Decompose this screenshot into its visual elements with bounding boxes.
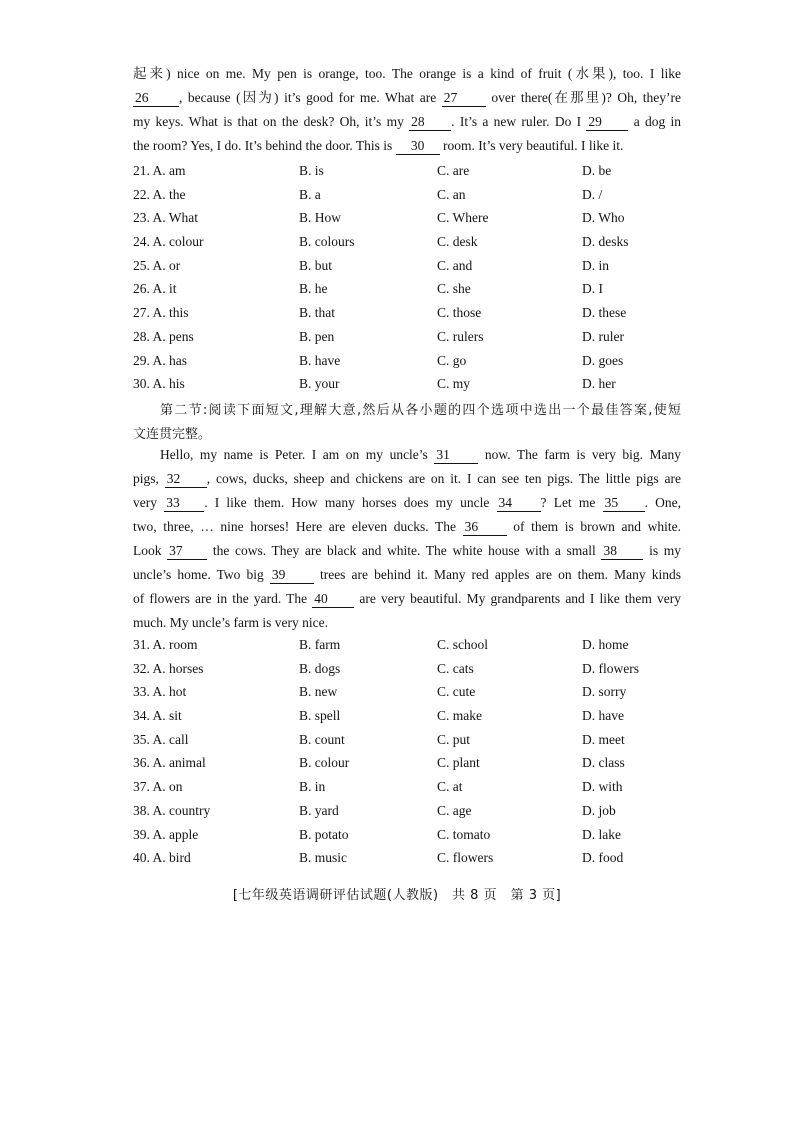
option-a: 24. A. colour [133,234,204,250]
option-b: B. spell [299,708,341,724]
option-d: D. these [582,305,627,321]
question-row [133,183,693,207]
option-b: B. How [299,210,342,226]
option-d: D. class [582,755,625,771]
blank-32: 32 [165,471,207,488]
option-a: 40. A. bird [133,850,191,866]
option-a: 30. A. his [133,376,185,392]
option-c: C. plant [437,755,480,771]
option-b: B. count [299,731,345,747]
question-row [133,657,693,681]
option-b: B. farm [299,637,341,652]
blank-37: 37 [167,543,207,560]
question-row [133,633,693,657]
option-a: 35. A. call [133,731,189,747]
option-b: B. he [299,281,328,297]
option-b: B. colour [299,755,350,771]
option-a: 26. A. it [133,281,177,297]
option-c: C. an [437,186,466,202]
question-row [133,704,693,728]
option-d: D. / [582,186,603,202]
question-list-21-30 [133,159,693,396]
option-c: C. tomato [437,826,491,842]
question-row [133,230,693,254]
passage-2-line-3: very 33 . I like them. How many horses does my uncle 34 ? Let me 35 . One, [133,495,681,510]
blank-33: 33 [164,495,204,512]
option-b: B. colours [299,234,355,250]
question-row [133,751,693,775]
blank-38: 38 [601,543,643,560]
question-row [133,206,693,230]
section-2-heading: 第二节:阅读下面短文,理解大意,然后从各小题的四个选项中选出一个最佳答案,使短 [160,403,681,418]
blank-34: 34 [497,495,541,512]
question-row [133,846,693,870]
option-c: C. those [437,305,482,321]
passage-1-line-2: 26 , because (因为) it’s good for me. What are 27 over there(在那里)? Oh, they’re [135,90,682,105]
question-row [133,325,693,349]
option-d: D. be [582,163,612,178]
blank-39: 39 [270,567,314,584]
page-footer: [七年级英语调研评估试题(人教版) 共 8 页 第 3 页] [232,888,562,903]
passage-2-line-7: of flowers are in the yard. The 40 are very beautiful. My grandparents and I like them very [133,591,682,606]
blank-27: 27 [442,90,486,107]
option-c: C. make [437,708,482,724]
option-a: 29. A. has [133,352,187,368]
option-a: 31. A. room [133,637,198,652]
question-row [133,301,693,325]
option-c: C. put [437,731,471,747]
option-d: D. sorry [582,684,627,700]
option-c: C. flowers [437,850,494,866]
option-c: C. school [437,637,489,652]
option-c: C. she [437,281,471,297]
option-a: 36. A. animal [133,755,206,771]
option-b: B. but [299,257,333,273]
passage-2-line-8: much. My uncle’s farm is very nice. [133,615,328,630]
blank-36: 36 [463,519,507,536]
option-a: 23. A. What [133,210,198,226]
question-list-31-40 [133,633,693,870]
blank-30: 30 [396,138,440,155]
option-c: C. age [437,802,472,818]
option-b: B. pen [299,328,335,344]
passage-2-line-6: uncle’s home. Two big 39 trees are behind it. Many red apples are on them. Many kinds [133,567,682,582]
option-c: C. at [437,779,463,795]
passage-2-line-2: pigs, 32 , cows, ducks, sheep and chickens are on it. I can see ten pigs. The little pigs are [133,471,681,486]
option-a: 34. A. sit [133,708,182,724]
option-d: D. food [582,850,624,866]
option-c: C. and [437,257,473,273]
option-d: D. ruler [582,328,624,344]
question-row [133,775,693,799]
question-row [133,728,693,752]
option-d: D. meet [582,731,625,747]
option-a: 38. A. country [133,802,211,818]
option-d: D. with [582,779,623,795]
option-a: 28. A. pens [133,328,194,344]
option-d: D. home [582,637,629,652]
option-d: D. flowers [582,660,639,676]
option-c: C. my [437,376,471,392]
option-b: B. in [299,779,326,795]
option-a: 32. A. horses [133,660,204,676]
option-b: B. music [299,850,348,866]
question-row [133,823,693,847]
option-b: B. dogs [299,660,341,676]
blank-29: 29 [586,114,628,131]
option-c: C. desk [437,234,478,250]
option-d: D. job [582,802,616,818]
passage-2 [133,443,681,635]
option-c: C. are [437,163,470,178]
passage-2-line-4: two, three, … nine horses! Here are eleven ducks. The 36 of them is brown and white. [133,519,682,534]
section-2-heading-cont: 文连贯完整。 [133,427,212,442]
option-b: B. have [299,352,341,368]
option-a: 25. A. or [133,257,181,273]
option-d: D. in [582,257,609,273]
option-c: C. Where [437,210,489,226]
passage-1-line-1: 起来) nice on me. My pen is orange, too. The orange is a kind of fruit (水果), too. I like [133,66,681,81]
question-row [133,680,693,704]
question-row [133,159,693,183]
option-d: D. her [582,376,616,392]
passage-2-line-5: Look 37 the cows. They are black and white. The white house with a small 38 is my [133,543,682,558]
question-row [133,349,693,373]
question-row [133,799,693,823]
option-a: 21. A. am [133,163,186,178]
option-c: C. go [437,352,467,368]
blank-35: 35 [603,495,645,512]
option-d: D. have [582,708,624,724]
question-row [133,372,693,396]
option-d: D. desks [582,234,629,250]
option-b: B. potato [299,826,349,842]
question-row [133,254,693,278]
option-a: 33. A. hot [133,684,187,700]
option-c: C. cats [437,660,474,676]
option-b: B. yard [299,802,339,818]
passage-1-line-4: the room? Yes, I do. It’s behind the door. This is 30 room. It’s very beautiful. I like it. [133,138,624,153]
blank-28: 28 [409,114,451,131]
option-b: B. is [299,163,324,178]
option-d: D. lake [582,826,621,842]
question-row [133,277,693,301]
option-c: C. cute [437,684,476,700]
passage-2-line-1: Hello, my name is Peter. I am on my uncle’s 31 now. The farm is very big. Many [160,447,681,462]
option-a: 39. A. apple [133,826,199,842]
option-d: D. Who [582,210,625,226]
blank-40: 40 [312,591,354,608]
option-b: B. new [299,684,338,700]
blank-31: 31 [434,447,478,464]
option-c: C. rulers [437,328,484,344]
option-a: 27. A. this [133,305,189,321]
blank-26: 26 [133,90,179,107]
option-b: B. your [299,376,340,392]
option-a: 22. A. the [133,186,186,202]
option-b: B. a [299,186,321,202]
option-a: 37. A. on [133,779,183,795]
passage-1-line-3: my keys. What is that on the desk? Oh, it’s my 28 . It’s a new ruler. Do I 29 a dog in [133,114,682,129]
passage-1 [133,62,681,158]
option-b: B. that [299,305,335,321]
option-d: D. I [582,281,603,297]
option-d: D. goes [582,352,624,368]
